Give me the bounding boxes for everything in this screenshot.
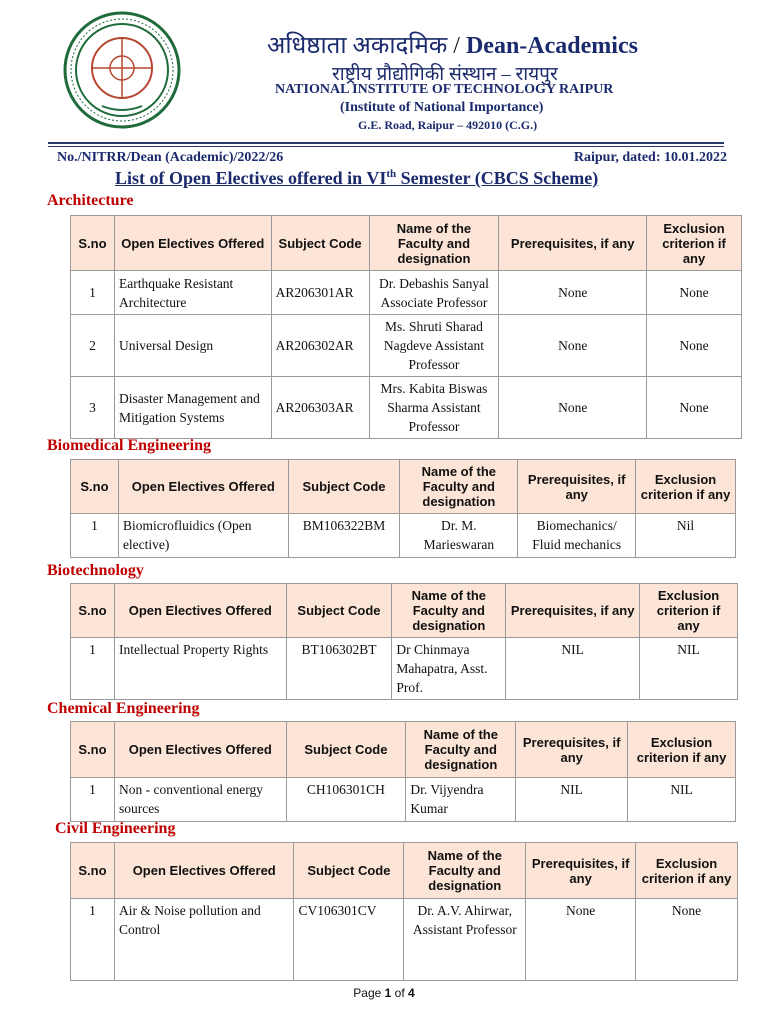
- cell-code: CV106301CV: [294, 899, 404, 981]
- col-sno: S.no: [71, 843, 115, 899]
- col-prereq: Prerequisites, if any: [516, 722, 628, 778]
- table-row: [71, 271, 742, 315]
- col-exclusion: Exclusion criterion if any: [628, 722, 736, 778]
- col-exclusion: Exclusion criterion if any: [640, 584, 738, 638]
- cell-faculty: Dr. Debashis Sanyal Associate Professor: [369, 271, 499, 315]
- table-row: [71, 899, 738, 981]
- cell-sno: 1: [71, 271, 115, 315]
- col-elective: Open Electives Offered: [114, 843, 294, 899]
- cell-code: AR206303AR: [271, 377, 369, 439]
- office-title: [267, 28, 638, 61]
- col-elective: Open Electives Offered: [114, 216, 271, 271]
- col-exclusion: Exclusion criterion if any: [636, 843, 738, 899]
- col-prereq: Prerequisites, if any: [499, 216, 647, 271]
- col-sno: S.no: [71, 722, 115, 778]
- electives-table-architecture: [70, 215, 742, 439]
- page-word: Page: [353, 986, 382, 1000]
- col-faculty: Name of the Faculty and designation: [400, 460, 518, 514]
- cell-exclusion: NIL: [628, 778, 736, 822]
- table-row: [71, 377, 742, 439]
- reference-line: [57, 150, 727, 166]
- cell-faculty: Dr. M. Marieswaran: [400, 514, 518, 558]
- cell-prereq: None: [499, 377, 647, 439]
- department-heading-biotechnology: Biotechnology: [47, 562, 144, 579]
- col-code: Subject Code: [286, 722, 406, 778]
- institute-status: (Institute of National Importance): [340, 100, 544, 115]
- cell-sno: 2: [71, 315, 115, 377]
- electives-table-chemical: [70, 721, 736, 822]
- cell-elective: Universal Design: [114, 315, 271, 377]
- col-faculty: Name of the Faculty and designation: [392, 584, 506, 638]
- col-faculty: Name of the Faculty and designation: [406, 722, 516, 778]
- institute-name-hindi: राष्ट्रीय प्रौद्योगिकी संस्थान – रायपुर: [332, 64, 558, 85]
- cell-code: AR206301AR: [271, 271, 369, 315]
- electives-table-biotechnology: [70, 583, 738, 700]
- cell-sno: 1: [71, 899, 115, 981]
- cell-elective: Earthquake Resistant Architecture: [114, 271, 271, 315]
- cell-code: BM106322BM: [288, 514, 400, 558]
- table-row: [71, 638, 738, 700]
- cell-elective: Biomicrofluidics (Open elective): [118, 514, 288, 558]
- table-row: [71, 315, 742, 377]
- document-title-sup: th: [386, 168, 397, 180]
- cell-exclusion: NIL: [640, 638, 738, 700]
- col-sno: S.no: [71, 460, 119, 514]
- header-divider-thin: [48, 146, 724, 147]
- col-sno: S.no: [71, 216, 115, 271]
- cell-elective: Disaster Management and Mitigation Systems: [114, 377, 271, 439]
- col-sno: S.no: [71, 584, 115, 638]
- cell-prereq: NIL: [516, 778, 628, 822]
- col-faculty: Name of the Faculty and designation: [369, 216, 499, 271]
- col-exclusion: Exclusion criterion if any: [647, 216, 742, 271]
- cell-faculty: Dr Chinmaya Mahapatra, Asst. Prof.: [392, 638, 506, 700]
- cell-elective: Intellectual Property Rights: [114, 638, 286, 700]
- cell-code: CH106301CH: [286, 778, 406, 822]
- cell-sno: 1: [71, 778, 115, 822]
- table-row: [71, 514, 736, 558]
- cell-code: AR206302AR: [271, 315, 369, 377]
- page-of-word: of: [394, 986, 405, 1000]
- cell-faculty: Dr. A.V. Ahirwar, Assistant Professor: [404, 899, 526, 981]
- cell-faculty: Ms. Shruti Sharad Nagdeve Assistant Professor: [369, 315, 499, 377]
- department-heading-architecture: Architecture: [47, 192, 134, 209]
- cell-faculty: Mrs. Kabita Biswas Sharma Assistant Professor: [369, 377, 499, 439]
- reference-number: No./NITRR/Dean (Academic)/2022/26: [57, 150, 284, 165]
- cell-exclusion: None: [647, 377, 742, 439]
- document-title-text: List of Open Electives offered in VI: [115, 168, 387, 188]
- col-exclusion: Exclusion criterion if any: [636, 460, 736, 514]
- cell-prereq: Biomechanics/ Fluid mechanics: [518, 514, 636, 558]
- col-code: Subject Code: [271, 216, 369, 271]
- electives-table-civil: [70, 842, 738, 981]
- col-elective: Open Electives Offered: [118, 460, 288, 514]
- cell-sno: 3: [71, 377, 115, 439]
- cell-faculty: Dr. Vijyendra Kumar: [406, 778, 516, 822]
- col-faculty: Name of the Faculty and designation: [404, 843, 526, 899]
- header-divider: [48, 142, 724, 144]
- cell-prereq: NIL: [506, 638, 640, 700]
- table-row: [71, 778, 736, 822]
- cell-sno: 1: [71, 514, 119, 558]
- letterhead: [0, 0, 768, 145]
- cell-exclusion: None: [647, 271, 742, 315]
- col-elective: Open Electives Offered: [114, 722, 286, 778]
- document-title-text-end: Semester (CBCS Scheme): [396, 168, 599, 188]
- document-title: [115, 168, 598, 189]
- office-title-english: Dean-Academics: [465, 33, 638, 59]
- cell-code: BT106302BT: [286, 638, 392, 700]
- department-heading-chemical: Chemical Engineering: [47, 700, 200, 717]
- cell-prereq: None: [526, 899, 636, 981]
- cell-elective: Non - conventional energy sources: [114, 778, 286, 822]
- title-separator: /: [447, 33, 466, 59]
- cell-sno: 1: [71, 638, 115, 700]
- department-heading-civil: Civil Engineering: [55, 820, 176, 837]
- department-heading-biomedical: Biomedical Engineering: [47, 437, 211, 454]
- cell-exclusion: None: [636, 899, 738, 981]
- page-number: [0, 986, 768, 1000]
- electives-table-biomedical: [70, 459, 736, 558]
- cell-prereq: None: [499, 271, 647, 315]
- col-prereq: Prerequisites, if any: [506, 584, 640, 638]
- col-code: Subject Code: [294, 843, 404, 899]
- page-current: 1: [384, 986, 392, 1000]
- office-title-hindi: अधिष्ठाता अकादमिक: [267, 33, 448, 59]
- cell-elective: Air & Noise pollution and Control: [114, 899, 294, 981]
- cell-exclusion: None: [647, 315, 742, 377]
- col-code: Subject Code: [288, 460, 400, 514]
- institute-name: NATIONAL INSTITUTE OF TECHNOLOGY RAIPUR: [275, 82, 614, 97]
- page-total: 4: [408, 986, 415, 1000]
- col-code: Subject Code: [286, 584, 392, 638]
- cell-prereq: None: [499, 315, 647, 377]
- col-prereq: Prerequisites, if any: [526, 843, 636, 899]
- reference-date: Raipur, dated: 10.01.2022: [573, 150, 727, 165]
- institute-seal-icon: [62, 10, 182, 130]
- institute-address: G.E. Road, Raipur – 492010 (C.G.): [358, 118, 538, 132]
- col-prereq: Prerequisites, if any: [518, 460, 636, 514]
- col-elective: Open Electives Offered: [114, 584, 286, 638]
- cell-exclusion: Nil: [636, 514, 736, 558]
